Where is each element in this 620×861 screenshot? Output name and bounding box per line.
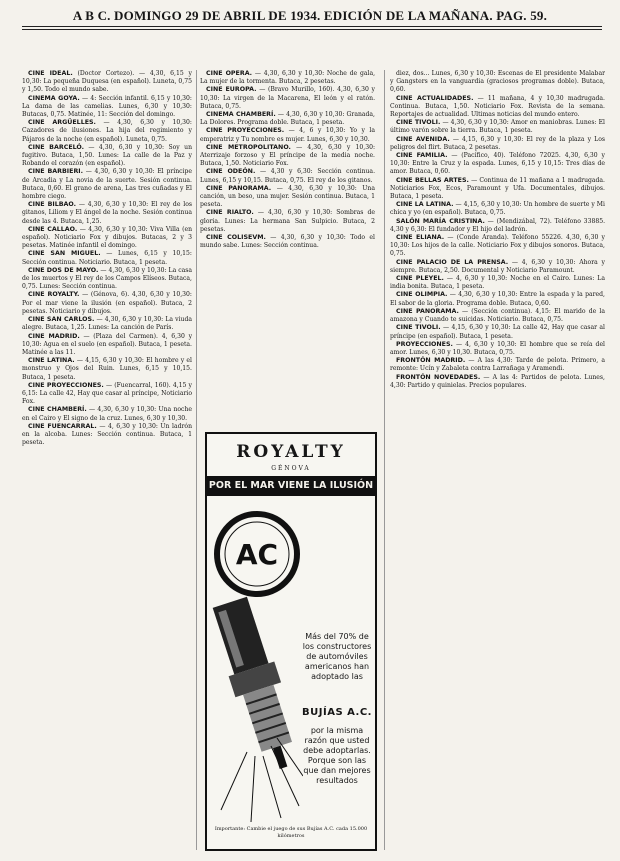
ac-logo-icon: AC	[235, 538, 279, 571]
ad-footer: Importante: Cambie el juego de sus Bujías A.C. cada 15.000 kilómetros	[214, 826, 368, 839]
listing-text: — 4,30, 6,30 y 10,30: Todo el mundo sabe. Lunes: Sección continua.	[200, 234, 375, 250]
listing-entry	[390, 70, 605, 95]
listing-text: — 4,30, 6,30 y 10,30: Viva Villa (en español). Noticiario Fox y dibujos. Butacas, 2 y 3 pesetas. Matinée infantil el domingo.	[22, 225, 192, 250]
listing-text: — 4,30, 6,30 y 10,30: Soy un fugitivo. Butaca, 1,50. Lunes: La calle de la Paz y Robando el corazón (en español).	[22, 143, 192, 168]
listing-venue: CINE FAMILIA.	[396, 152, 448, 160]
listing-venue: CINE ACTUALIDADES.	[396, 94, 474, 102]
listing-venue: CINE ÓPERA.	[206, 70, 253, 77]
listing-entry	[200, 168, 375, 184]
listing-venue: CINE COLISEVM.	[206, 234, 266, 242]
ad-subtitle: GÉNOVA	[271, 465, 311, 472]
listing-text: — 4,30, 6,30 y 10,30: Aterrizaje forzoso y El príncipe de la media noche. Butaca, 1,50. Noticiario Fox.	[200, 143, 375, 168]
listing-text: — 4,30, 6,30 y 10,30: Entre la espada y la pared, El sabor de la gloria. Programa doble. Butaca, 0,60.	[390, 291, 605, 307]
listing-venue: CINE DOS DE MAYO.	[28, 266, 99, 274]
listing-entry	[22, 95, 192, 120]
listing-text: — 4,15, 6,30 y 10,30: El hombre y el monstruo y Ojos del Ruin. Lunes, 6,15 y 10,15. Butaca, 1 peseta.	[22, 357, 192, 381]
listing-entry	[22, 267, 192, 292]
listing-text: — 4,30, 6,30 y 10,30: La viuda alegre. Butaca, 1,25. Lunes: La canción de París.	[22, 316, 192, 332]
listing-venue: CINE OLIMPIA.	[396, 291, 448, 299]
header-rule-lower	[22, 29, 602, 30]
listing-venue: CINE PANORAMA.	[396, 307, 459, 315]
listing-text: — (Génova, 6). 4,30, 6,30 y 10,30: Por el mar viene la ilusión (en español). Butaca, 2 pesetas. Noticiario y dibujos.	[22, 291, 192, 315]
listing-entry	[22, 70, 192, 95]
listing-text: — (Mendizábal, 72). Teléfono 33885. 4,30 y 6,30: El fundador y El hijo del ladrón.	[390, 217, 605, 233]
column-divider-1	[196, 70, 197, 850]
listing-entry	[22, 291, 192, 316]
listing-entry	[200, 70, 375, 86]
listing-entry	[200, 127, 375, 143]
listing-venue: CINE TIVOLI.	[396, 119, 441, 127]
listing-entry	[390, 291, 605, 307]
listing-text: — 4, 6,30 y 10,30: Noche en el Cairo. Lunes: La india bonita. Butaca, 1 peseta.	[390, 275, 605, 291]
listing-entry	[22, 357, 192, 382]
listing-text: — 4,30, 6,30 y 10,30: Granada, La Dolores. Programa doble. Butaca, 1 peseta.	[200, 111, 375, 127]
listing-text: — 4,30, 6,30 y 10,30: Una noche en el Cairo y El signo de la cruz. Lunes, 6,30 y 10,30.	[22, 406, 192, 422]
listing-text: — 4, 6 y 10,30: Yo y la emperatriz y Tu nombre es mujer. Lunes, 6,30 y 10,30.	[200, 127, 375, 143]
listing-entry	[390, 308, 605, 324]
listing-entry	[200, 209, 375, 234]
listing-entry	[390, 119, 605, 135]
ad-copy-1: Más del 70% de los constructores de automóviles americanos han adoptado las	[302, 632, 372, 681]
page-header: A B C. DOMINGO 29 DE ABRIL DE 1934. EDICIÓN DE LA MAÑANA. PAG. 59.	[72, 8, 548, 23]
listing-text: — 4,30, 6,30 y 10,30: Sombras de gloria. Lunes: La hermana San Sulpicio. Butaca, 2 pesetas.	[200, 209, 375, 233]
listing-venue: CINE RIALTO.	[206, 209, 254, 217]
listing-text: — 4, 6,30 y 10,30: Ahora y siempre. Butaca, 2,50. Documental y Noticiario Paramount.	[390, 258, 605, 274]
listing-text: — Continua de 11 mañana a 1 madrugada. Noticiarios Fox, Ecos, Paramount y Ufa. Documentales, dibujos. Butaca, 1 peseta.	[390, 176, 605, 201]
listing-venue: CINE PLEYEL.	[396, 275, 444, 283]
listing-text: — 4,30, 6,30 y 10,30: Noche de gala, La mujer de la tormenta. Butaca, 2 pesetas.	[200, 70, 375, 86]
advertisement-box	[205, 432, 377, 851]
listing-venue: FRONTÓN NOVEDADES.	[396, 373, 481, 381]
listing-venue: CINE LATINA.	[28, 357, 75, 365]
listing-venue: CINE SAN CARLOS.	[28, 316, 95, 324]
listing-venue: CINE ARGÜELLES.	[28, 119, 96, 127]
listing-venue: CINE IDEAL.	[28, 70, 73, 77]
listing-venue: CINE BARCELÓ.	[28, 143, 85, 151]
listing-text: — 4,30 y 6,30: Sección continua. Lunes, 6,15 y 10,15. Butaca, 0,75. El rey de los gitanos.	[200, 168, 375, 184]
listing-text: diez, dos... Lunes, 6,30 y 10,30: Escenas de El presidente Malabar y Gangsters en la vanguardia (graciosos programas doble). Butaca, 0,60.	[390, 70, 605, 94]
listing-entry	[200, 234, 375, 250]
listing-venue: CINE BILBAO.	[28, 201, 77, 209]
listing-venue: CINE ODEÓN.	[206, 168, 256, 176]
listing-entry	[22, 333, 192, 358]
listing-venue: CINE MADRID.	[28, 332, 80, 340]
column-divider-2	[384, 70, 385, 850]
listing-entry	[200, 144, 375, 169]
ad-copy-2: BUJÍAS A.C.	[302, 707, 372, 718]
listing-entry	[390, 357, 605, 373]
listing-entry	[22, 406, 192, 422]
listing-text: — (Conde Aranda). Teléfono 55226. 4,30, 6,30 y 10,30: Los hijos de la calle. Noticiario Fox y dibujos sonoros. Butaca, 0,75.	[390, 234, 605, 258]
listing-text: — (Sección continua). 4,15: El marido de la amazona y Cuando te suicidas. Noticiario. Butaca, 0,75.	[390, 307, 605, 324]
listing-text: — 11 mañana, 4 y 10,30 madrugada. Continua. Butaca, 1,50. Noticiario Fox. Revista de la semana. Reportajes de actualidad. Ultimas noticias del mundo entero.	[390, 94, 605, 119]
listing-venue: CINE ELIANA.	[396, 234, 445, 242]
listing-text: — (Plaza del Carmen). 4, 6,30 y 10,30: Agua en el suelo (en español). Butaca, 1 peseta. Matinée a las 11.	[22, 332, 192, 356]
listing-entry	[200, 185, 375, 210]
listing-venue: CINE PALACIO DE LA PRENSA.	[396, 258, 509, 266]
listing-venue: CINE PROYECCIONES.	[206, 127, 285, 135]
listing-venue: PROYECCIONES.	[396, 340, 453, 348]
ad-band: POR EL MAR VIENE LA ILUSIÓN	[207, 476, 375, 496]
listing-entry	[390, 341, 605, 357]
ad-brand: ROYALTY	[236, 442, 346, 462]
spark-plug-icon	[211, 506, 303, 824]
listing-entry	[390, 201, 605, 217]
listing-entry	[200, 86, 375, 111]
listing-entry	[22, 119, 192, 144]
listing-venue: CINE LA LATINA.	[396, 201, 454, 209]
listing-text: — 4, 6,30 y 10,30: Un ladrón en la alcoba. Lunes: Sección continua. Butaca, 1 peseta.	[22, 422, 192, 447]
listing-venue: CINE SAN MIGUEL.	[28, 250, 101, 258]
listing-entry	[200, 111, 375, 127]
listing-venue: CINE ROYALTY.	[28, 291, 80, 299]
listing-entry	[390, 259, 605, 275]
listing-venue: CINEMA CHAMBERÍ.	[206, 111, 276, 119]
listing-venue: CINE CHAMBERÍ.	[28, 406, 87, 414]
listing-text: — A las 4: Partidos de pelota. Lunes, 4,30: Partido y quinielas. Precios populares.	[390, 373, 605, 389]
listing-text: — 4: Sección infantil. 6,15 y 10,30: La dama de las camelias. Lunes, 6,30 y 10,30: Butacas, 0,75. Matinée, 11: Sección del domingo.	[22, 94, 192, 119]
listing-venue: CINE PROYECCIONES.	[28, 381, 104, 389]
listing-entry	[390, 136, 605, 152]
listing-venue: FRONTÓN MADRID.	[396, 357, 466, 365]
listing-venue: CINE BARBIERI.	[28, 168, 84, 176]
listing-entry	[390, 152, 605, 177]
listing-venue: CINE TIVOLI.	[396, 324, 441, 332]
listing-venue: CINE PANORAMA.	[206, 184, 272, 192]
listing-venue: CINE METROPOLITANO.	[206, 143, 291, 151]
listing-entry	[22, 168, 192, 201]
header-rule	[22, 26, 602, 27]
listing-text: — 4,15, 6,30 y 10,30: El rey de la plaza y Los peligros del flirt. Butaca, 2 pesetas.	[390, 135, 605, 151]
listing-text: — 4, 6,30 y 10,30: El hombre que se reía del amor. Lunes, 6,30 y 10,30. Butaca, 0,75.	[390, 340, 605, 356]
listing-venue: CINE BELLAS ARTES.	[396, 176, 469, 184]
listing-venue: SALÓN MARÍA CRISTINA.	[396, 217, 485, 225]
listing-text: — (Pacífico, 40). Teléfono 72025. 4,30, 6,30 y 10,30: Entre la Cruz y la espada. Lunes, 6,15 y 10,15: Tres días de amor. Butaca, 0,60.	[390, 152, 605, 176]
ad-copy-3: por la misma razón que usted debe adoptarlas. Porque son las que dan mejores resultados	[303, 726, 371, 785]
column-middle	[200, 70, 375, 430]
listing-venue: CINE EUROPA.	[206, 86, 257, 94]
listing-venue: CINEMA GOYA.	[28, 94, 80, 102]
listing-entry	[22, 423, 192, 448]
listing-entry	[22, 226, 192, 251]
listing-entry	[390, 234, 605, 259]
listing-venue: CINE FUENCARRAL.	[28, 422, 97, 430]
listing-entry	[22, 316, 192, 332]
listing-text: — A las 4,30: Tarde de pelota. Primero, a remonte: Ucín y Zabaleta contra Larrañaga y Aramendi.	[390, 357, 605, 373]
listing-text: — 4,15, 6,30 y 10,30: Un hombre de suerte y Mi chica y yo (en español). Butaca, 0,75.	[390, 201, 605, 217]
listing-entry	[22, 144, 192, 169]
listing-entry	[390, 177, 605, 202]
listing-text: — 4,30, 6,30 y 10,30: Cazadores de ilusiones. La hija del regimiento y Pájaros de la noche (en español). Luneta, 0,75.	[22, 119, 192, 143]
listing-text: — 4,30, 6,30 y 10,30: El rey de los gitanos, Liliom y El ángel de la noche. Sesión continua desde las 4. Butaca, 1,25.	[22, 201, 192, 225]
listing-entry	[22, 201, 192, 226]
listing-text: — 4,30, 6,30 y 10,30: Amor en maniobras. Lunes: El último varón sobre la tierra. Butaca, 1 peseta.	[390, 119, 605, 135]
listing-text: — 4,30, 6,30 y 10,30: La casa de los muertos y El rey de los Campos Elíseos. Butaca, 0,75. Lunes: Sección continua.	[22, 266, 192, 291]
listing-entry	[390, 218, 605, 234]
column-right	[390, 70, 605, 850]
listing-venue: CINE CALLAO.	[28, 225, 78, 233]
listing-text: — Lunes, 6,15 y 10,15: Sección continua. Noticiario. Butaca, 1 peseta.	[22, 250, 192, 266]
listing-text: — (Bravo Murillo, 160). 4,30, 6,30 y 10,30: La virgen de la Macarena, El león y el ratón. Butaca, 0,75.	[200, 86, 375, 110]
listing-entry	[390, 95, 605, 120]
listing-entry	[22, 382, 192, 407]
listing-venue: CINE AVENIDA.	[396, 135, 450, 143]
column-left	[22, 70, 192, 850]
listing-text: (Doctor Cortezo). — 4,30, 6,15 y 10,30: La pequeña Duquesa (en español). Luneta, 0,75 y 1,50. Todo el mundo sabe.	[22, 70, 192, 94]
listing-entry	[390, 324, 605, 340]
listing-entry	[390, 275, 605, 291]
listing-text: — 4,30, 6,30 y 10,30: El príncipe de Arcadia y La novia de la suerte. Sesión continua. Butaca, 0,60. El grano de arena, Las tres cuñadas y El hombre ciego.	[22, 168, 192, 201]
listing-text: — 4,15, 6,30 y 10,30: La calle 42, Hay que casar al príncipe (en español). Butaca, 1 peseta.	[390, 324, 605, 340]
listing-entry	[22, 250, 192, 266]
listing-entry	[390, 374, 605, 390]
listing-text: — (Fuencarral, 160). 4,15 y 6,15: La calle 42, Hay que casar al príncipe, Noticiario Fox.	[22, 381, 192, 406]
listing-text: — 4,30, 6,30 y 10,30: Una canción, un beso, una mujer. Sesión continua. Butaca, 1 peseta.	[200, 184, 375, 209]
